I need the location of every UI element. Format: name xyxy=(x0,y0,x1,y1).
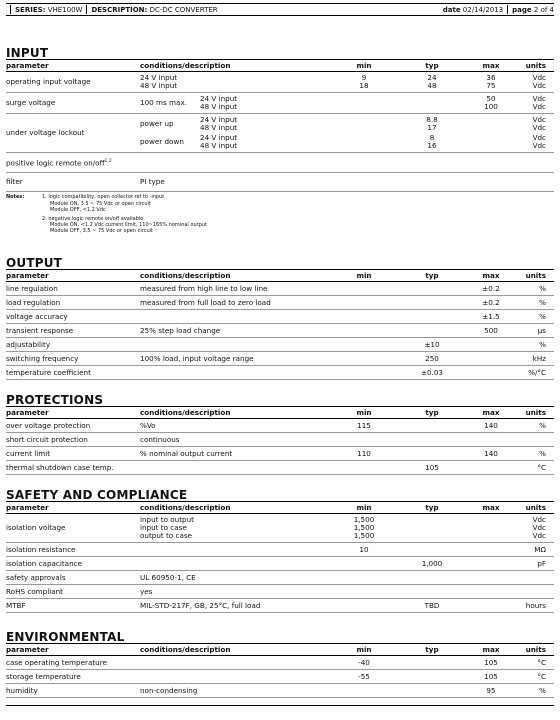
cond-cell: continuous xyxy=(140,433,330,447)
max-cell: 140 xyxy=(466,419,516,433)
typ-line: 8 xyxy=(429,133,435,142)
cond-cell: UL 60950-1, CE xyxy=(140,571,330,585)
unit-cell: °C xyxy=(516,670,554,684)
max-cell: 95 xyxy=(466,684,516,698)
typ-cell xyxy=(398,282,466,296)
param-cell: transient response xyxy=(6,324,140,338)
col-units: units xyxy=(516,502,554,514)
col-units: units xyxy=(516,270,554,282)
unit-line: Vdc xyxy=(532,123,546,132)
cond-line: input to case xyxy=(140,523,187,532)
table-row xyxy=(6,324,554,338)
cond-cell xyxy=(140,670,330,684)
max-cell: ±0.2 xyxy=(466,282,516,296)
protections-table xyxy=(6,407,554,475)
protections-section xyxy=(6,393,554,475)
cond-cell: 100% load, input voltage range xyxy=(140,352,330,366)
cond-line: 24 V input xyxy=(140,73,178,82)
min-cell xyxy=(330,514,398,543)
cond-cell xyxy=(140,93,330,114)
col-max: max xyxy=(466,407,516,419)
col-parameter: parameter xyxy=(6,60,140,72)
min-line: 9 xyxy=(361,73,367,82)
table-row xyxy=(6,514,554,543)
unit-cell: % xyxy=(516,684,554,698)
max-line: 100 xyxy=(484,102,498,111)
col-parameter: parameter xyxy=(6,407,140,419)
min-cell xyxy=(330,173,398,192)
col-parameter: parameter xyxy=(6,644,140,656)
min-cell xyxy=(330,599,398,613)
table-row xyxy=(6,114,554,153)
col-conditions: conditions/description xyxy=(140,644,330,656)
param-cell: isolation voltage xyxy=(6,514,140,543)
typ-cell xyxy=(398,514,466,543)
table-row xyxy=(6,296,554,310)
max-cell: ±0.2 xyxy=(466,296,516,310)
table-row xyxy=(6,433,554,447)
param-cell: storage temperature xyxy=(6,670,140,684)
typ-cell xyxy=(398,72,466,93)
unit-cell: % xyxy=(516,282,554,296)
unit-cell: % xyxy=(516,296,554,310)
unit-cell: %/°C xyxy=(516,366,554,380)
section-title: SAFETY AND COMPLIANCE xyxy=(6,488,554,502)
col-max: max xyxy=(466,502,516,514)
min-line: 1,500 xyxy=(353,523,375,532)
cond-cell xyxy=(140,557,330,571)
param-cell: under voltage lockout xyxy=(6,114,140,153)
cond-line: output to case xyxy=(140,531,193,540)
typ-cell xyxy=(398,656,466,670)
unit-cell xyxy=(516,72,554,93)
unit-line: Vdc xyxy=(532,94,546,103)
table-row xyxy=(6,571,554,585)
min-cell xyxy=(330,557,398,571)
table-row xyxy=(6,352,554,366)
max-line: 36 xyxy=(486,73,496,82)
col-units: units xyxy=(516,407,554,419)
table-row xyxy=(6,557,554,571)
table-row xyxy=(6,670,554,684)
cond-cell xyxy=(140,514,330,543)
col-units: units xyxy=(516,60,554,72)
min-cell xyxy=(330,93,398,114)
cond-cell: MIL-STD-217F, GB, 25°C, full load xyxy=(140,599,330,613)
notes-body xyxy=(42,194,207,237)
table-row xyxy=(6,173,554,192)
table-row xyxy=(6,366,554,380)
cond-main: power up xyxy=(140,119,174,128)
param-cell: voltage accuracy xyxy=(6,310,140,324)
min-cell: 115 xyxy=(330,419,398,433)
max-cell xyxy=(466,93,516,114)
typ-cell xyxy=(398,296,466,310)
table-header-row xyxy=(6,60,554,72)
output-section xyxy=(6,256,554,380)
page-header xyxy=(6,3,554,16)
cond-cell xyxy=(140,114,330,153)
max-cell: 140 xyxy=(466,447,516,461)
min-cell xyxy=(330,324,398,338)
unit-cell xyxy=(516,114,554,153)
unit-cell xyxy=(516,153,554,173)
min-cell xyxy=(330,310,398,324)
note-text: 2. negative logic remote on/off available xyxy=(42,216,144,222)
table-row xyxy=(6,282,554,296)
table-row xyxy=(6,338,554,352)
param-cell: isolation resistance xyxy=(6,543,140,557)
col-max: max xyxy=(466,60,516,72)
typ-cell xyxy=(398,310,466,324)
min-cell: -55 xyxy=(330,670,398,684)
note-text: Module ON, <1.2 Vdc current limit, 110~165% nominal output xyxy=(50,222,207,229)
typ-cell: ±0.03 xyxy=(398,366,466,380)
unit-line: Vdc xyxy=(532,133,546,142)
safety-section xyxy=(6,488,554,613)
table-row xyxy=(6,447,554,461)
table-row xyxy=(6,310,554,324)
min-cell xyxy=(330,684,398,698)
cond-line: 48 V input xyxy=(200,123,238,132)
min-cell xyxy=(330,72,398,93)
max-cell xyxy=(466,153,516,173)
col-typ: typ xyxy=(398,270,466,282)
cond-line: 24 V input xyxy=(200,115,238,124)
header-right xyxy=(443,5,554,14)
typ-cell xyxy=(398,684,466,698)
cond-cell: %Vo xyxy=(140,419,330,433)
description-value: DC-DC CONVERTER xyxy=(149,5,218,14)
environmental-rows xyxy=(6,656,554,698)
param-cell: case operating temperature xyxy=(6,656,140,670)
col-conditions: conditions/description xyxy=(140,407,330,419)
typ-cell: TBD xyxy=(398,599,466,613)
col-conditions: conditions/description xyxy=(140,60,330,72)
unit-cell xyxy=(516,173,554,192)
header-divider xyxy=(86,5,87,14)
param-cell: humidity xyxy=(6,684,140,698)
note-text: Module OFF, <1.2 Vdc xyxy=(50,206,106,213)
cond-line: 24 V input xyxy=(200,94,238,103)
notes-block xyxy=(6,192,554,239)
max-cell xyxy=(466,173,516,192)
col-max: max xyxy=(466,644,516,656)
note-text: Module OFF, 3.5 ~ 75 Vdc or open circuit xyxy=(50,228,153,235)
typ-cell: 250 xyxy=(398,352,466,366)
max-cell xyxy=(466,514,516,543)
unit-line: Vdc xyxy=(532,115,546,124)
header-divider xyxy=(507,5,508,14)
min-cell xyxy=(330,153,398,173)
col-max: max xyxy=(466,270,516,282)
param-cell: filter xyxy=(6,173,140,192)
min-cell xyxy=(330,366,398,380)
unit-cell: °C xyxy=(516,461,554,475)
cond-cell xyxy=(140,366,330,380)
date-value: 02/14/2013 xyxy=(462,5,504,14)
cond-cell: measured from high line to low line xyxy=(140,282,330,296)
table-row xyxy=(6,585,554,599)
typ-line: 17 xyxy=(427,123,437,132)
col-min: min xyxy=(330,60,398,72)
typ-cell xyxy=(398,543,466,557)
typ-cell xyxy=(398,585,466,599)
param-cell: thermal shutdown case temp. xyxy=(6,461,140,475)
unit-cell xyxy=(516,433,554,447)
unit-cell xyxy=(516,93,554,114)
min-cell xyxy=(330,352,398,366)
max-cell xyxy=(466,585,516,599)
table-row xyxy=(6,599,554,613)
typ-line: 16 xyxy=(427,141,437,150)
safety-rows xyxy=(6,514,554,613)
cond-line: 48 V input xyxy=(200,141,238,150)
col-min: min xyxy=(330,270,398,282)
typ-cell xyxy=(398,670,466,684)
min-line: 18 xyxy=(359,81,369,90)
min-cell: -40 xyxy=(330,656,398,670)
param-cell: short circuit protection xyxy=(6,433,140,447)
unit-line: Vdc xyxy=(532,515,546,524)
note-item xyxy=(42,216,207,235)
protections-rows xyxy=(6,419,554,475)
table-row xyxy=(6,419,554,433)
unit-cell: % xyxy=(516,310,554,324)
page-value: 2 of 4 xyxy=(533,5,554,14)
unit-cell: pF xyxy=(516,557,554,571)
min-cell xyxy=(330,338,398,352)
header-divider xyxy=(10,5,11,14)
page-footer-rule xyxy=(6,705,554,707)
typ-line: 48 xyxy=(427,81,437,90)
cond-cell xyxy=(140,543,330,557)
typ-line: 24 xyxy=(427,73,437,82)
input-table xyxy=(6,60,554,192)
min-cell xyxy=(330,296,398,310)
cond-cell xyxy=(140,656,330,670)
unit-line: Vdc xyxy=(532,102,546,111)
unit-cell: µs xyxy=(516,324,554,338)
note-text: 1. logic compatibility, open collector ref to -input xyxy=(42,194,165,201)
section-title: ENVIRONMENTAL xyxy=(6,630,554,644)
param-cell: MTBF xyxy=(6,599,140,613)
max-line: 50 xyxy=(486,94,496,103)
max-cell xyxy=(466,338,516,352)
section-title: OUTPUT xyxy=(6,256,554,270)
safety-table xyxy=(6,502,554,613)
cond-cell: 25% step load change xyxy=(140,324,330,338)
typ-cell: 105 xyxy=(398,461,466,475)
max-cell xyxy=(466,366,516,380)
cond-line: input to output xyxy=(140,515,194,524)
param-cell: RoHS compliant xyxy=(6,585,140,599)
typ-cell xyxy=(398,93,466,114)
unit-cell: % xyxy=(516,338,554,352)
cond-main: 100 ms max. xyxy=(140,98,187,107)
typ-cell xyxy=(398,571,466,585)
param-cell: current limit xyxy=(6,447,140,461)
table-row xyxy=(6,93,554,114)
col-min: min xyxy=(330,407,398,419)
unit-cell: % xyxy=(516,447,554,461)
table-row xyxy=(6,153,554,173)
cond-line: 48 V input xyxy=(140,81,178,90)
cond-line: 24 V input xyxy=(200,133,238,142)
typ-cell xyxy=(398,447,466,461)
cond-cell xyxy=(140,461,330,475)
description-label: DESCRIPTION: xyxy=(91,5,148,14)
footnote-ref: 1,2 xyxy=(104,159,112,164)
max-cell xyxy=(466,571,516,585)
input-section xyxy=(6,46,554,240)
notes-label: Notes: xyxy=(6,194,25,201)
note-text: Module ON, 3.5 ~ 75 Vdc or open circuit xyxy=(50,200,151,207)
unit-line: Vdc xyxy=(532,73,546,82)
unit-line: Vdc xyxy=(532,531,546,540)
series-label: SERIES: xyxy=(15,5,46,14)
max-cell xyxy=(466,72,516,93)
typ-cell xyxy=(398,419,466,433)
col-parameter: parameter xyxy=(6,270,140,282)
table-header-row xyxy=(6,270,554,282)
note-item xyxy=(42,194,207,213)
environmental-section xyxy=(6,630,554,698)
typ-cell: ±10 xyxy=(398,338,466,352)
min-cell xyxy=(330,585,398,599)
col-typ: typ xyxy=(398,407,466,419)
max-cell: 105 xyxy=(466,656,516,670)
param-cell: line regulation xyxy=(6,282,140,296)
cond-cell: measured from full load to zero load xyxy=(140,296,330,310)
min-line: 1,500 xyxy=(353,515,375,524)
col-min: min xyxy=(330,502,398,514)
param-text: positive logic remote on/off xyxy=(6,158,105,168)
max-line: 75 xyxy=(486,81,496,90)
cond-cell xyxy=(140,310,330,324)
unit-cell: % xyxy=(516,419,554,433)
unit-cell: kHz xyxy=(516,352,554,366)
max-cell: 500 xyxy=(466,324,516,338)
section-title: PROTECTIONS xyxy=(6,393,554,407)
cond-cell: yes xyxy=(140,585,330,599)
date-label: date xyxy=(442,5,461,14)
output-rows xyxy=(6,282,554,380)
typ-cell: 1,000 xyxy=(398,557,466,571)
series-value: VHE100W xyxy=(47,5,83,14)
unit-cell xyxy=(516,571,554,585)
col-min: min xyxy=(330,644,398,656)
max-cell xyxy=(466,114,516,153)
cond-cell xyxy=(140,338,330,352)
typ-cell xyxy=(398,433,466,447)
typ-cell xyxy=(398,173,466,192)
max-cell: 105 xyxy=(466,670,516,684)
page-label: page xyxy=(512,5,532,14)
environmental-table xyxy=(6,644,554,698)
table-header-row xyxy=(6,407,554,419)
cond-line: 48 V input xyxy=(200,102,238,111)
param-cell: safety approvals xyxy=(6,571,140,585)
param-cell: temperature coefficient xyxy=(6,366,140,380)
col-units: units xyxy=(516,644,554,656)
min-cell xyxy=(330,433,398,447)
unit-cell: hours xyxy=(516,599,554,613)
param-cell: surge voltage xyxy=(6,93,140,114)
table-row xyxy=(6,461,554,475)
table-row xyxy=(6,684,554,698)
min-line: 1,500 xyxy=(353,531,375,540)
cond-cell: non-condensing xyxy=(140,684,330,698)
min-cell xyxy=(330,571,398,585)
cond-main: power down xyxy=(140,137,184,146)
max-cell xyxy=(466,433,516,447)
table-row xyxy=(6,656,554,670)
cond-cell: % nominal output current xyxy=(140,447,330,461)
col-conditions: conditions/description xyxy=(140,502,330,514)
col-parameter: parameter xyxy=(6,502,140,514)
unit-line: Vdc xyxy=(532,141,546,150)
typ-cell xyxy=(398,114,466,153)
param-cell: switching frequency xyxy=(6,352,140,366)
max-cell xyxy=(466,461,516,475)
table-header-row xyxy=(6,644,554,656)
max-cell xyxy=(466,543,516,557)
unit-cell xyxy=(516,514,554,543)
typ-cell xyxy=(398,153,466,173)
unit-cell: MΩ xyxy=(516,543,554,557)
unit-line: Vdc xyxy=(532,81,546,90)
min-cell: 110 xyxy=(330,447,398,461)
max-cell: ±1.5 xyxy=(466,310,516,324)
max-cell xyxy=(466,599,516,613)
min-cell: 10 xyxy=(330,543,398,557)
table-header-row xyxy=(6,502,554,514)
max-cell xyxy=(466,557,516,571)
min-cell xyxy=(330,461,398,475)
param-cell: isolation capacitance xyxy=(6,557,140,571)
table-row xyxy=(6,543,554,557)
unit-cell xyxy=(516,585,554,599)
table-row xyxy=(6,72,554,93)
output-table xyxy=(6,270,554,380)
typ-line: 8.8 xyxy=(426,115,438,124)
max-cell xyxy=(466,352,516,366)
typ-cell xyxy=(398,324,466,338)
param-cell: over voltage protection xyxy=(6,419,140,433)
param-cell: load regulation xyxy=(6,296,140,310)
cond-cell xyxy=(140,72,330,93)
cond-cell: PI type xyxy=(140,173,330,192)
param-cell: adjustability xyxy=(6,338,140,352)
param-cell xyxy=(6,153,330,173)
col-typ: typ xyxy=(398,502,466,514)
unit-line: Vdc xyxy=(532,523,546,532)
unit-cell: °C xyxy=(516,656,554,670)
section-title: INPUT xyxy=(6,46,554,60)
min-cell xyxy=(330,114,398,153)
col-conditions: conditions/description xyxy=(140,270,330,282)
min-cell xyxy=(330,282,398,296)
col-typ: typ xyxy=(398,60,466,72)
param-cell: operating input voltage xyxy=(6,72,140,93)
col-typ: typ xyxy=(398,644,466,656)
